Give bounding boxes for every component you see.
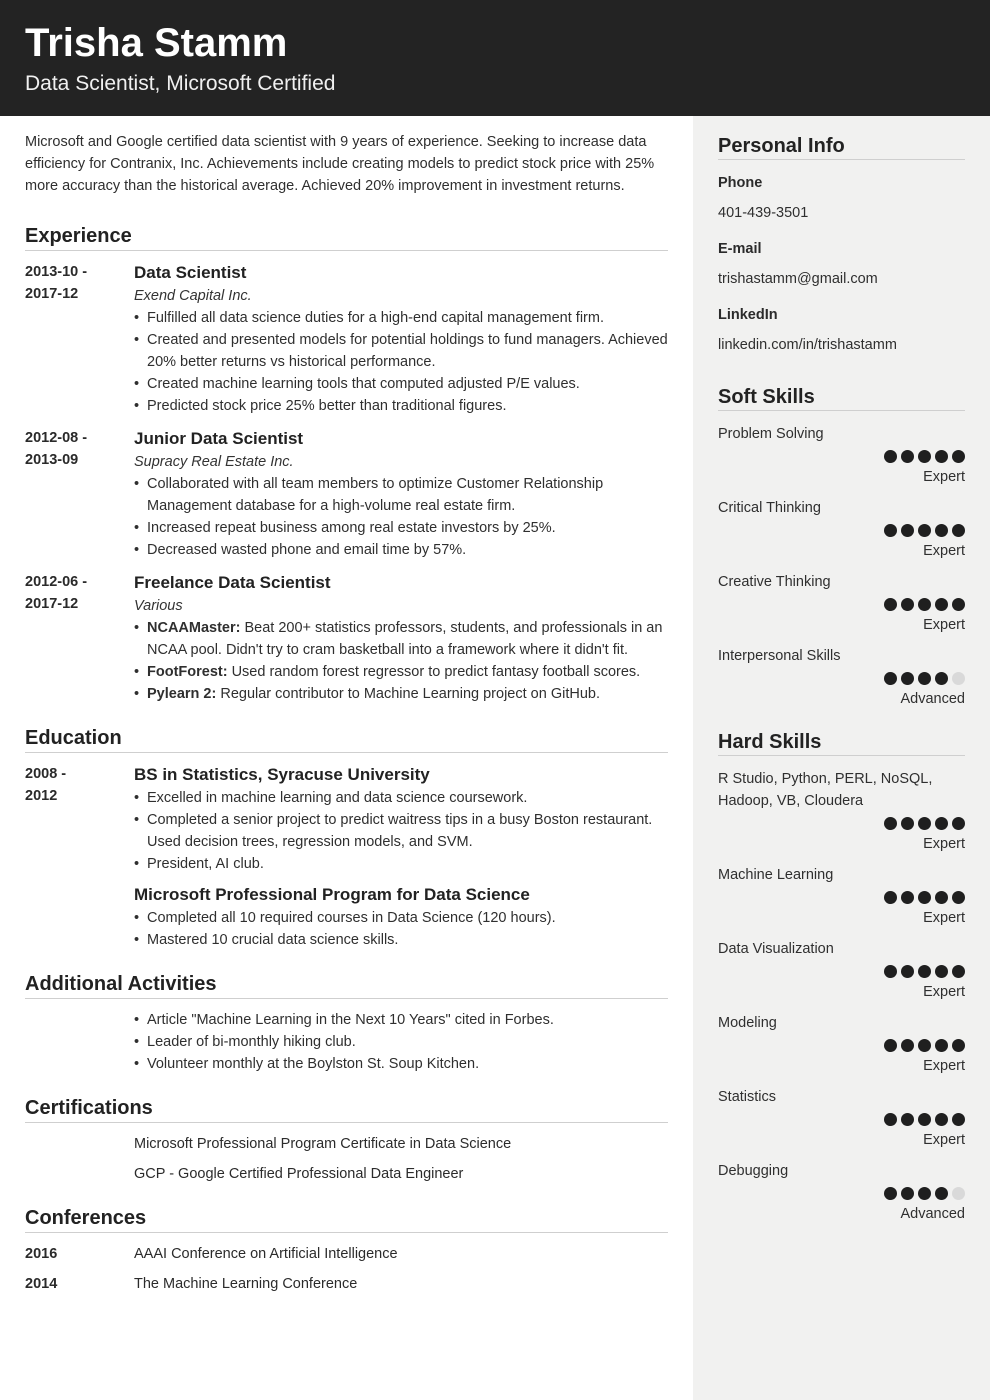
date-end: 2017-12 (25, 596, 79, 612)
skill-level: Expert (923, 1058, 965, 1074)
rating-dot-icon (952, 1187, 965, 1200)
rating-dot-icon (935, 1113, 948, 1126)
rating-dot-icon (918, 450, 931, 463)
job-bullets (134, 617, 668, 705)
skill-name: Problem Solving (718, 426, 824, 442)
list-item (134, 617, 668, 661)
program-bullets (134, 907, 668, 951)
rating-dot-icon (884, 891, 897, 904)
job-bullets (134, 307, 668, 417)
linkedin-label: LinkedIn (718, 307, 778, 323)
soft-skills-list (718, 423, 965, 709)
sidebar (718, 133, 965, 1224)
main-column (25, 131, 668, 1295)
project-description: Regular contributor to Machine Learning project on GitHub. (216, 686, 600, 702)
candidate-title: Data Scientist, Microsoft Certified (25, 72, 336, 95)
hard-skills-heading: Hard Skills (718, 729, 965, 756)
certifications-list (25, 1133, 668, 1185)
list-item: • Increased repeat business among real estate investors by 25%. (134, 517, 668, 539)
date-start: 2013-10 - (25, 264, 88, 280)
linkedin-value: linkedin.com/in/trishastamm (718, 337, 897, 353)
skill-name: Statistics (718, 1089, 777, 1105)
skill-name: Interpersonal Skills (718, 648, 841, 664)
rating-dot-icon (901, 524, 914, 537)
list-item: • Leader of bi-monthly hiking club. (134, 1031, 668, 1053)
list-item: • Created machine learning tools that computed adjusted P/E values. (134, 373, 668, 395)
conference-name: AAAI Conference on Artificial Intelligence (134, 1246, 398, 1262)
list-item: • Excelled in machine learning and data science coursework. (134, 787, 668, 809)
rating-dot-icon (952, 965, 965, 978)
rating-dot-icon (884, 524, 897, 537)
rating-dot-icon (952, 817, 965, 830)
date-end: 2013-09 (25, 452, 79, 468)
rating-dot-icon (901, 1113, 914, 1126)
certification-name: Microsoft Professional Program Certificate in Data Science (134, 1136, 512, 1152)
date-start: 2012-06 - (25, 574, 88, 590)
rating-dot-icon (952, 891, 965, 904)
rating-dot-icon (918, 891, 931, 904)
rating-dot-icon (884, 1187, 897, 1200)
company-name: Supracy Real Estate Inc. (134, 454, 294, 470)
rating-dot-icon (935, 524, 948, 537)
rating-dot-icon (884, 450, 897, 463)
skill-name: Critical Thinking (718, 500, 821, 516)
skill-rating (718, 598, 965, 612)
skill-level: Expert (923, 617, 965, 633)
resume-header (0, 0, 990, 116)
skill-level: Expert (923, 984, 965, 1000)
skill-rating (718, 450, 965, 464)
list-item (134, 683, 668, 705)
experience-entry (25, 427, 668, 561)
rating-dot-icon (901, 965, 914, 978)
education-date (25, 763, 134, 951)
rating-dot-icon (935, 891, 948, 904)
skill-name: R Studio, Python, PERL, NoSQL, Hadoop, VB, Cloudera (718, 771, 933, 809)
skill-level: Advanced (900, 1206, 965, 1222)
list-item: • Fulfilled all data science duties for a high-end capital management firm. (134, 307, 668, 329)
project-description: Beat 200+ statistics professors, students, and professionals in an NCAA pool. Didn't try to cram basketball into a framework where it didn't fit. (147, 620, 663, 658)
rating-dot-icon (952, 672, 965, 685)
job-title: Freelance Data Scientist (134, 573, 331, 592)
rating-dot-icon (918, 817, 931, 830)
rating-dot-icon (884, 817, 897, 830)
rating-dot-icon (901, 598, 914, 611)
list-item: • Mastered 10 crucial data science skills. (134, 929, 668, 951)
list-item: • President, AI club. (134, 853, 668, 875)
rating-dot-icon (901, 891, 914, 904)
project-name: Pylearn 2: (147, 686, 217, 702)
experience-heading: Experience (25, 223, 668, 251)
rating-dot-icon (918, 672, 931, 685)
rating-dot-icon (918, 1039, 931, 1052)
rating-dot-icon (884, 1113, 897, 1126)
date-start: 2012-08 - (25, 430, 88, 446)
rating-dot-icon (918, 598, 931, 611)
rating-dot-icon (918, 524, 931, 537)
email-label: E-mail (718, 241, 762, 257)
email-value: trishastamm@gmail.com (718, 271, 878, 287)
skill-item (718, 497, 965, 561)
experience-entry (25, 571, 668, 705)
list-item: • Volunteer monthly at the Boylston St. Soup Kitchen. (134, 1053, 668, 1075)
skill-rating (718, 891, 965, 905)
rating-dot-icon (952, 450, 965, 463)
job-title: Junior Data Scientist (134, 429, 304, 448)
skill-item (718, 1086, 965, 1150)
job-title: Data Scientist (134, 263, 247, 282)
certification-item (25, 1133, 668, 1155)
skill-rating (718, 672, 965, 686)
experience-list (25, 261, 668, 705)
skill-level: Advanced (900, 691, 965, 707)
list-item: • Predicted stock price 25% better than traditional figures. (134, 395, 668, 417)
skill-rating (718, 965, 965, 979)
rating-dot-icon (901, 1187, 914, 1200)
candidate-name: Trisha Stamm (25, 21, 288, 65)
skill-item (718, 938, 965, 1002)
experience-date (25, 261, 134, 417)
rating-dot-icon (918, 1187, 931, 1200)
skill-level: Expert (923, 836, 965, 852)
conference-item (25, 1273, 668, 1295)
rating-dot-icon (935, 672, 948, 685)
skill-name: Machine Learning (718, 867, 834, 883)
rating-dot-icon (935, 1187, 948, 1200)
certification-item (25, 1163, 668, 1185)
list-item: • Created and presented models for potential holdings to fund managers. Achieved 20% better returns vs historical performance. (134, 329, 668, 373)
rating-dot-icon (935, 598, 948, 611)
skill-level: Expert (923, 1132, 965, 1148)
rating-dot-icon (935, 817, 948, 830)
education-degree: BS in Statistics, Syracuse University (134, 765, 430, 784)
skill-rating (718, 817, 965, 831)
skill-name: Data Visualization (718, 941, 834, 957)
rating-dot-icon (901, 817, 914, 830)
list-item: • Completed a senior project to predict waitress tips in a busy Boston restaurant. Used decision trees, regression models, and SVM. (134, 809, 668, 853)
skill-rating (718, 1039, 965, 1053)
company-name: Exend Capital Inc. (134, 288, 252, 304)
skill-level: Expert (923, 910, 965, 926)
soft-skills-heading: Soft Skills (718, 384, 965, 411)
education-date-start: 2008 - (25, 766, 67, 782)
certifications-heading: Certifications (25, 1095, 668, 1123)
phone-value: 401-439-3501 (718, 205, 809, 221)
project-description: Used random forest regressor to predict fantasy football scores. (227, 664, 641, 680)
rating-dot-icon (935, 450, 948, 463)
education-program: Microsoft Professional Program for Data Science (134, 885, 530, 904)
conference-item (25, 1243, 668, 1265)
activities-list (25, 1009, 668, 1075)
experience-date (25, 571, 134, 705)
rating-dot-icon (884, 598, 897, 611)
rating-dot-icon (918, 965, 931, 978)
list-item: • Completed all 10 required courses in Data Science (120 hours). (134, 907, 668, 929)
skill-name: Debugging (718, 1163, 789, 1179)
date-end: 2017-12 (25, 286, 79, 302)
experience-entry (25, 261, 668, 417)
skill-level: Expert (923, 543, 965, 559)
skill-rating (718, 524, 965, 538)
hard-skills-list (718, 768, 965, 1224)
rating-dot-icon (952, 598, 965, 611)
conference-year: 2016 (25, 1246, 58, 1262)
rating-dot-icon (952, 524, 965, 537)
rating-dot-icon (901, 1039, 914, 1052)
skill-item (718, 645, 965, 709)
skill-item (718, 1012, 965, 1076)
skill-rating (718, 1113, 965, 1127)
skill-rating (718, 1187, 965, 1201)
education-entry (25, 763, 668, 951)
skill-item (718, 864, 965, 928)
skill-item (718, 768, 965, 854)
education-date-end: 2012 (25, 788, 58, 804)
conferences-heading: Conferences (25, 1205, 668, 1233)
list-item (134, 661, 668, 683)
rating-dot-icon (918, 1113, 931, 1126)
conference-year: 2014 (25, 1276, 58, 1292)
list-item: • Collaborated with all team members to optimize Customer Relationship Management database for a high-volume real estate firm. (134, 473, 668, 517)
company-name: Various (134, 598, 183, 614)
activities-heading: Additional Activities (25, 971, 668, 999)
skill-name: Creative Thinking (718, 574, 831, 590)
rating-dot-icon (952, 1039, 965, 1052)
rating-dot-icon (952, 1113, 965, 1126)
phone-label: Phone (718, 175, 763, 191)
skill-item (718, 1160, 965, 1224)
rating-dot-icon (884, 965, 897, 978)
rating-dot-icon (884, 672, 897, 685)
conferences-list (25, 1243, 668, 1295)
certification-name: GCP - Google Certified Professional Data Engineer (134, 1166, 464, 1182)
skill-item (718, 571, 965, 635)
rating-dot-icon (901, 450, 914, 463)
summary: Microsoft and Google certified data scientist with 9 years of experience. Seeking to increase data efficiency for Contranix, Inc. Achievements include creating models to predict stock price with 25% more accuracy than the historical average. Achieved 20% improvement in investment returns. (25, 134, 655, 194)
personal-info-heading: Personal Info (718, 133, 965, 160)
job-bullets (134, 473, 668, 561)
rating-dot-icon (935, 965, 948, 978)
skill-level: Expert (923, 469, 965, 485)
skill-item (718, 423, 965, 487)
education-bullets (134, 787, 668, 875)
list-item: • Decreased wasted phone and email time by 57%. (134, 539, 668, 561)
experience-date (25, 427, 134, 561)
rating-dot-icon (901, 672, 914, 685)
education-heading: Education (25, 725, 668, 753)
rating-dot-icon (935, 1039, 948, 1052)
skill-name: Modeling (718, 1015, 777, 1031)
project-name: FootForest: (147, 664, 228, 680)
rating-dot-icon (884, 1039, 897, 1052)
list-item: • Article "Machine Learning in the Next 10 Years" cited in Forbes. (134, 1009, 668, 1031)
project-name: NCAAMaster: (147, 620, 241, 636)
conference-name: The Machine Learning Conference (134, 1276, 358, 1292)
